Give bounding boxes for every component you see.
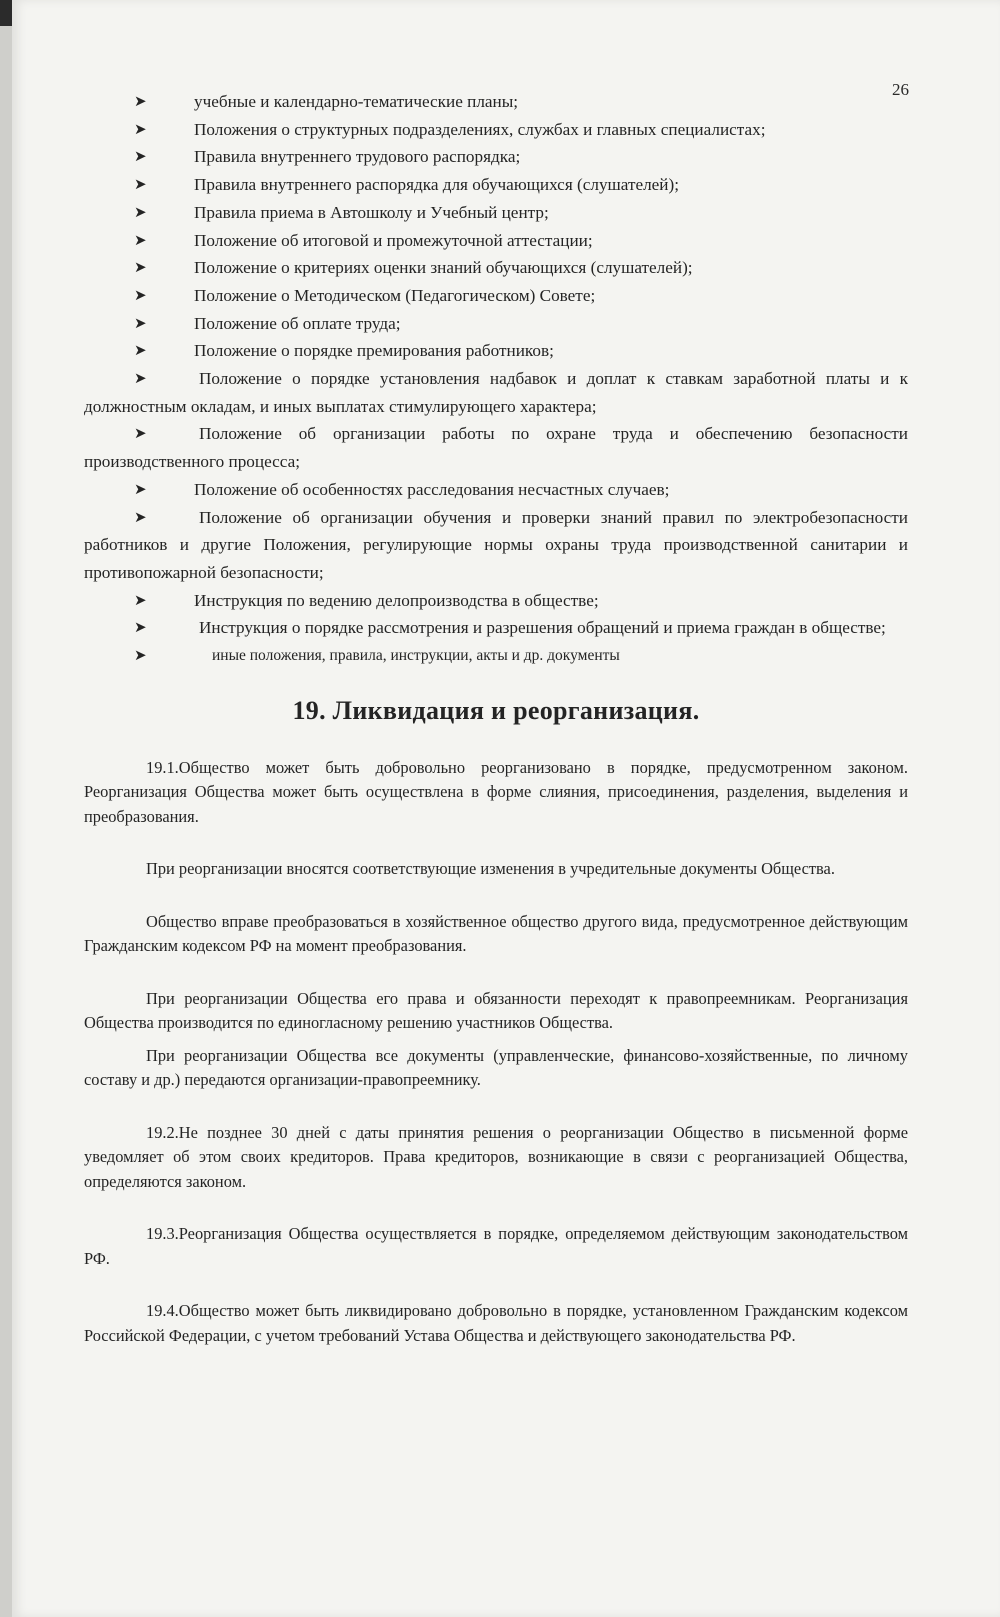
arrowhead-bullet-icon: ➤	[134, 119, 147, 138]
list-item	[84, 365, 908, 420]
list-item-text: Положение об особенностях расследования несчастных случаев;	[194, 479, 670, 499]
document-list	[84, 88, 908, 670]
list-item	[84, 587, 908, 615]
list-item-text: Инструкция по ведению делопроизводства в обществе;	[194, 590, 599, 610]
arrowhead-bullet-icon: ➤	[134, 369, 147, 388]
page-number: 26	[892, 80, 909, 99]
list-item	[84, 227, 908, 255]
list-item-text: Положение об организации обучения и проверки знаний правил по электробезопасности работников и другие Положения, регулирующие нормы охраны труда производственной санитарии и противопожарной безопасности;	[84, 507, 908, 582]
list-item-text: Положение об итоговой и промежуточной аттестации;	[194, 230, 593, 250]
body-paragraph: Общество вправе преобразоваться в хозяйственное общество другого вида, предусмотренное действующим Гражданским кодексом РФ на момент преобразования.	[84, 911, 908, 956]
list-item-text: Инструкция о порядке рассмотрения и разрешения обращений и приема граждан в обществе;	[199, 618, 886, 638]
body-paragraph: 19.2.Не позднее 30 дней с даты принятия решения о реорганизации Общество в письменной форме уведомляет об этом своих кредиторов. Права кредиторов, возникающие в связи с реорганизацией Общества, определяются законом.	[84, 1122, 908, 1191]
body-paragraph: 19.1.Общество может быть добровольно реорганизовано в порядке, предусмотренном законом. Реорганизация Общества может быть осуществлена в форме слияния, присоединения, разделения, выделения и преобразования.	[84, 757, 908, 826]
list-item	[84, 642, 908, 670]
arrowhead-bullet-icon: ➤	[134, 507, 147, 526]
list-item	[84, 199, 908, 227]
list-item-text: Правила внутреннего распорядка для обучающихся (слушателей);	[194, 175, 679, 195]
list-item	[84, 337, 908, 365]
list-item-text: Положение об оплате труда;	[194, 313, 401, 333]
body-paragraph: При реорганизации вносятся соответствующие изменения в учредительные документы Общества.	[146, 859, 835, 879]
arrowhead-bullet-icon: ➤	[134, 202, 147, 221]
arrowhead-bullet-icon: ➤	[134, 285, 147, 304]
body-paragraph: При реорганизации Общества все документы (управленческие, финансово-хозяйственные, по личному составу и др.) передаются организации-правопреемнику.	[84, 1045, 908, 1090]
list-item	[84, 614, 908, 642]
body-paragraph: 19.3.Реорганизация Общества осуществляется в порядке, определяемом действующим законодательством РФ.	[84, 1224, 908, 1268]
list-item	[84, 143, 908, 171]
list-item	[84, 88, 908, 116]
arrowhead-bullet-icon: ➤	[134, 313, 147, 332]
arrowhead-bullet-icon: ➤	[134, 424, 147, 443]
arrowhead-bullet-icon: ➤	[134, 258, 147, 277]
arrowhead-bullet-icon: ➤	[134, 618, 147, 637]
list-item	[84, 310, 908, 338]
list-item-text: Положение о критериях оценки знаний обучающихся (слушателей);	[194, 258, 693, 278]
list-item-text: Положение о порядке установления надбавок и доплат к ставкам заработной платы и к должностным окладам, и иных выплатах стимулирующего характера;	[84, 369, 908, 416]
arrowhead-bullet-icon: ➤	[134, 230, 147, 249]
list-item	[84, 116, 908, 144]
arrowhead-bullet-icon: ➤	[134, 92, 147, 110]
arrowhead-bullet-icon: ➤	[134, 175, 147, 194]
arrowhead-bullet-icon: ➤	[134, 479, 147, 498]
list-item	[84, 476, 908, 504]
section-body	[84, 756, 908, 1349]
list-item-text: Правила внутреннего трудового распорядка;	[194, 147, 521, 167]
section-heading: 19. Ликвидация и реорганизация.	[292, 695, 700, 725]
list-item	[84, 504, 908, 587]
body-paragraph: При реорганизации Общества его права и обязанности переходят к правопреемникам. Реорганизация Общества производится по единогласному решению участников Общества.	[84, 988, 908, 1033]
list-item	[84, 171, 908, 199]
document-page	[12, 0, 1000, 1617]
page-content	[84, 88, 908, 1376]
list-item	[84, 282, 908, 310]
list-item-text: Положение об организации работы по охране труда и обеспечению безопасности производственного процесса;	[84, 424, 908, 472]
list-item-text: Правила приема в Автошколу и Учебный центр;	[194, 202, 549, 222]
arrowhead-bullet-icon: ➤	[134, 590, 147, 609]
list-item-text: Положение о порядке премирования работников;	[194, 341, 554, 361]
arrowhead-bullet-icon: ➤	[134, 341, 147, 360]
list-item	[84, 420, 908, 475]
arrowhead-bullet-icon: ➤	[134, 646, 147, 665]
list-item-text: иные положения, правила, инструкции, акты и др. документы	[212, 647, 620, 665]
list-item	[84, 254, 908, 282]
list-item-text: Положения о структурных подразделениях, службах и главных специалистах;	[194, 119, 766, 139]
body-paragraph: 19.4.Общество может быть ликвидировано добровольно в порядке, установленном Гражданским кодексом Российской Федерации, с учетом требований Устава Общества и действующего законодательства РФ.	[84, 1301, 908, 1345]
list-item-text: учебные и календарно-тематические планы;	[194, 92, 519, 111]
arrowhead-bullet-icon: ➤	[134, 147, 147, 166]
list-item-text: Положение о Методическом (Педагогическом) Совете;	[194, 285, 596, 305]
